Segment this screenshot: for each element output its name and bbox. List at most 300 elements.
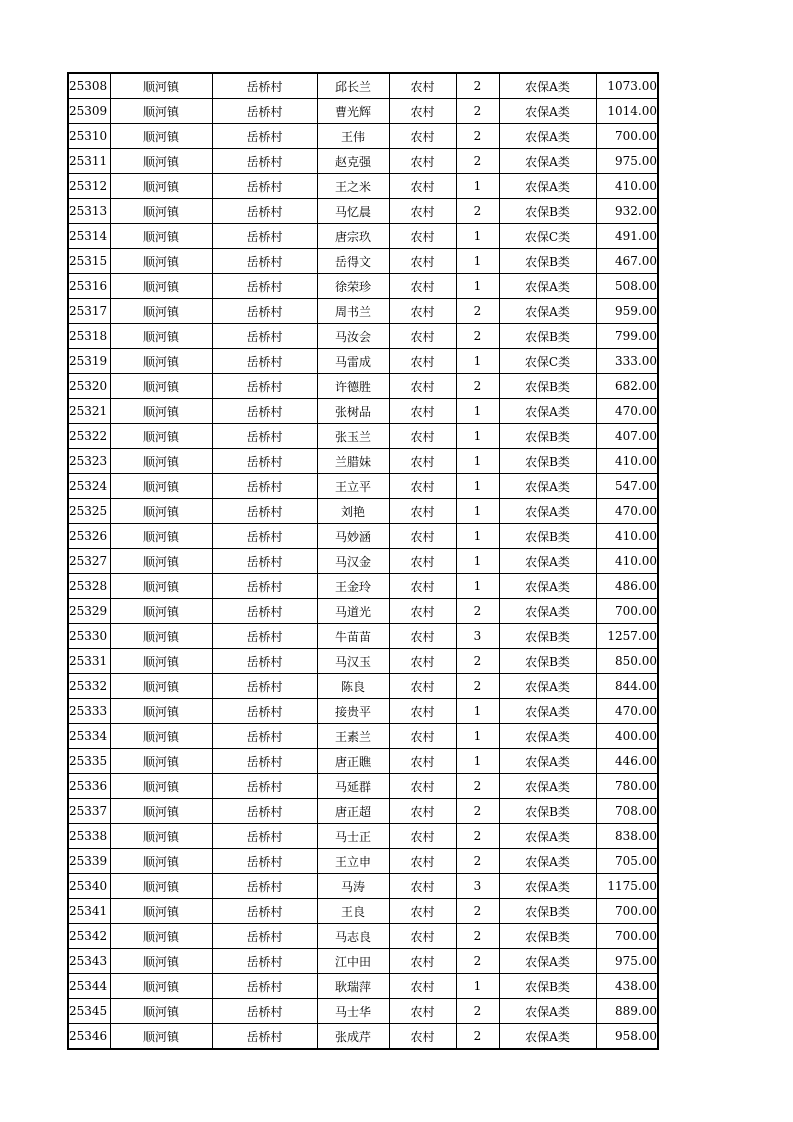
category-cell: 农保B类 (499, 449, 596, 474)
amount-cell: 407.00 (596, 424, 658, 449)
household-type-cell: 农村 (389, 849, 456, 874)
record-id: 25330 (68, 624, 110, 649)
category-cell: 农保B类 (499, 199, 596, 224)
town-cell: 顺河镇 (110, 249, 212, 274)
name-cell: 唐正超 (317, 799, 389, 824)
member-count-cell: 1 (456, 549, 499, 574)
table-row (68, 574, 658, 599)
record-id: 25341 (68, 899, 110, 924)
town-cell: 顺河镇 (110, 649, 212, 674)
amount-cell: 410.00 (596, 524, 658, 549)
member-count-cell: 2 (456, 774, 499, 799)
record-id: 25316 (68, 274, 110, 299)
household-type-cell: 农村 (389, 799, 456, 824)
table-row (68, 349, 658, 374)
name-cell: 张成芹 (317, 1024, 389, 1050)
amount-cell: 508.00 (596, 274, 658, 299)
amount-cell: 844.00 (596, 674, 658, 699)
town-cell: 顺河镇 (110, 73, 212, 99)
town-cell: 顺河镇 (110, 474, 212, 499)
village-cell: 岳桥村 (212, 399, 317, 424)
amount-cell: 780.00 (596, 774, 658, 799)
table-row (68, 274, 658, 299)
record-id: 25318 (68, 324, 110, 349)
household-type-cell: 农村 (389, 874, 456, 899)
member-count-cell: 2 (456, 674, 499, 699)
table-row (68, 399, 658, 424)
category-cell: 农保A类 (499, 774, 596, 799)
name-cell: 马忆晨 (317, 199, 389, 224)
name-cell: 曹光辉 (317, 99, 389, 124)
table-row (68, 924, 658, 949)
category-cell: 农保B类 (499, 424, 596, 449)
village-cell: 岳桥村 (212, 799, 317, 824)
table-row (68, 474, 658, 499)
category-cell: 农保A类 (499, 99, 596, 124)
category-cell: 农保A类 (499, 599, 596, 624)
member-count-cell: 1 (456, 424, 499, 449)
name-cell: 江中田 (317, 949, 389, 974)
category-cell: 农保A类 (499, 73, 596, 99)
table-row (68, 649, 658, 674)
table-row (68, 224, 658, 249)
member-count-cell: 1 (456, 974, 499, 999)
name-cell: 王伟 (317, 124, 389, 149)
category-cell: 农保C类 (499, 349, 596, 374)
category-cell: 农保B类 (499, 249, 596, 274)
amount-cell: 958.00 (596, 1024, 658, 1050)
category-cell: 农保B类 (499, 974, 596, 999)
household-type-cell: 农村 (389, 699, 456, 724)
category-cell: 农保A类 (499, 274, 596, 299)
amount-cell: 410.00 (596, 549, 658, 574)
category-cell: 农保C类 (499, 224, 596, 249)
table-row (68, 899, 658, 924)
category-cell: 农保B类 (499, 649, 596, 674)
assistance-table (67, 72, 659, 1050)
category-cell: 农保A类 (499, 674, 596, 699)
town-cell: 顺河镇 (110, 724, 212, 749)
member-count-cell: 1 (456, 174, 499, 199)
member-count-cell: 2 (456, 73, 499, 99)
town-cell: 顺河镇 (110, 99, 212, 124)
amount-cell: 410.00 (596, 174, 658, 199)
category-cell: 农保B类 (499, 524, 596, 549)
amount-cell: 333.00 (596, 349, 658, 374)
member-count-cell: 1 (456, 474, 499, 499)
table-row (68, 774, 658, 799)
town-cell: 顺河镇 (110, 899, 212, 924)
name-cell: 刘艳 (317, 499, 389, 524)
category-cell: 农保B类 (499, 624, 596, 649)
town-cell: 顺河镇 (110, 299, 212, 324)
village-cell: 岳桥村 (212, 674, 317, 699)
record-id: 25328 (68, 574, 110, 599)
town-cell: 顺河镇 (110, 849, 212, 874)
table-row (68, 499, 658, 524)
amount-cell: 700.00 (596, 599, 658, 624)
village-cell: 岳桥村 (212, 724, 317, 749)
category-cell: 农保A类 (499, 824, 596, 849)
amount-cell: 975.00 (596, 949, 658, 974)
category-cell: 农保A类 (499, 724, 596, 749)
record-id: 25317 (68, 299, 110, 324)
table-row (68, 624, 658, 649)
name-cell: 马志良 (317, 924, 389, 949)
town-cell: 顺河镇 (110, 424, 212, 449)
village-cell: 岳桥村 (212, 224, 317, 249)
village-cell: 岳桥村 (212, 574, 317, 599)
amount-cell: 682.00 (596, 374, 658, 399)
record-id: 25310 (68, 124, 110, 149)
village-cell: 岳桥村 (212, 624, 317, 649)
village-cell: 岳桥村 (212, 299, 317, 324)
amount-cell: 1175.00 (596, 874, 658, 899)
village-cell: 岳桥村 (212, 599, 317, 624)
village-cell: 岳桥村 (212, 249, 317, 274)
member-count-cell: 1 (456, 249, 499, 274)
member-count-cell: 2 (456, 124, 499, 149)
town-cell: 顺河镇 (110, 749, 212, 774)
town-cell: 顺河镇 (110, 674, 212, 699)
record-id: 25319 (68, 349, 110, 374)
village-cell: 岳桥村 (212, 499, 317, 524)
village-cell: 岳桥村 (212, 174, 317, 199)
record-id: 25329 (68, 599, 110, 624)
amount-cell: 705.00 (596, 849, 658, 874)
name-cell: 赵克强 (317, 149, 389, 174)
member-count-cell: 2 (456, 924, 499, 949)
name-cell: 周书兰 (317, 299, 389, 324)
member-count-cell: 2 (456, 374, 499, 399)
table-row (68, 999, 658, 1024)
name-cell: 王立申 (317, 849, 389, 874)
household-type-cell: 农村 (389, 674, 456, 699)
name-cell: 王之米 (317, 174, 389, 199)
name-cell: 王立平 (317, 474, 389, 499)
table-row (68, 199, 658, 224)
category-cell: 农保A类 (499, 849, 596, 874)
record-id: 25327 (68, 549, 110, 574)
record-id: 25326 (68, 524, 110, 549)
member-count-cell: 1 (456, 499, 499, 524)
member-count-cell: 2 (456, 1024, 499, 1050)
household-type-cell: 农村 (389, 649, 456, 674)
name-cell: 兰腊妹 (317, 449, 389, 474)
table-row (68, 749, 658, 774)
village-cell: 岳桥村 (212, 649, 317, 674)
table-body (68, 73, 658, 1049)
household-type-cell: 农村 (389, 824, 456, 849)
town-cell: 顺河镇 (110, 949, 212, 974)
record-id: 25332 (68, 674, 110, 699)
village-cell: 岳桥村 (212, 149, 317, 174)
household-type-cell: 农村 (389, 199, 456, 224)
table-row (68, 874, 658, 899)
table-row (68, 549, 658, 574)
record-id: 25340 (68, 874, 110, 899)
town-cell: 顺河镇 (110, 699, 212, 724)
household-type-cell: 农村 (389, 374, 456, 399)
name-cell: 张树品 (317, 399, 389, 424)
category-cell: 农保A类 (499, 749, 596, 774)
amount-cell: 708.00 (596, 799, 658, 824)
household-type-cell: 农村 (389, 524, 456, 549)
village-cell: 岳桥村 (212, 124, 317, 149)
category-cell: 农保A类 (499, 299, 596, 324)
record-id: 25337 (68, 799, 110, 824)
town-cell: 顺河镇 (110, 599, 212, 624)
village-cell: 岳桥村 (212, 99, 317, 124)
household-type-cell: 农村 (389, 174, 456, 199)
name-cell: 马汝会 (317, 324, 389, 349)
village-cell: 岳桥村 (212, 849, 317, 874)
member-count-cell: 2 (456, 199, 499, 224)
category-cell: 农保A类 (499, 499, 596, 524)
amount-cell: 889.00 (596, 999, 658, 1024)
household-type-cell: 农村 (389, 99, 456, 124)
town-cell: 顺河镇 (110, 799, 212, 824)
name-cell: 牛苗苗 (317, 624, 389, 649)
village-cell: 岳桥村 (212, 374, 317, 399)
household-type-cell: 农村 (389, 574, 456, 599)
household-type-cell: 农村 (389, 499, 456, 524)
name-cell: 马汉金 (317, 549, 389, 574)
household-type-cell: 农村 (389, 774, 456, 799)
table-row (68, 73, 658, 99)
household-type-cell: 农村 (389, 474, 456, 499)
category-cell: 农保A类 (499, 574, 596, 599)
category-cell: 农保B类 (499, 799, 596, 824)
category-cell: 农保B类 (499, 324, 596, 349)
table-row (68, 374, 658, 399)
amount-cell: 700.00 (596, 899, 658, 924)
household-type-cell: 农村 (389, 399, 456, 424)
record-id: 25315 (68, 249, 110, 274)
household-type-cell: 农村 (389, 899, 456, 924)
amount-cell: 470.00 (596, 399, 658, 424)
category-cell: 农保A类 (499, 124, 596, 149)
name-cell: 马雷成 (317, 349, 389, 374)
name-cell: 唐宗玖 (317, 224, 389, 249)
amount-cell: 470.00 (596, 699, 658, 724)
town-cell: 顺河镇 (110, 149, 212, 174)
category-cell: 农保A类 (499, 874, 596, 899)
table-row (68, 449, 658, 474)
member-count-cell: 1 (456, 224, 499, 249)
household-type-cell: 农村 (389, 599, 456, 624)
member-count-cell: 2 (456, 999, 499, 1024)
village-cell: 岳桥村 (212, 349, 317, 374)
village-cell: 岳桥村 (212, 949, 317, 974)
town-cell: 顺河镇 (110, 874, 212, 899)
town-cell: 顺河镇 (110, 624, 212, 649)
household-type-cell: 农村 (389, 1024, 456, 1050)
name-cell: 马妙涵 (317, 524, 389, 549)
amount-cell: 446.00 (596, 749, 658, 774)
name-cell: 王素兰 (317, 724, 389, 749)
record-id: 25325 (68, 499, 110, 524)
village-cell: 岳桥村 (212, 474, 317, 499)
name-cell: 马士正 (317, 824, 389, 849)
table-row (68, 424, 658, 449)
category-cell: 农保A类 (499, 999, 596, 1024)
member-count-cell: 2 (456, 899, 499, 924)
village-cell: 岳桥村 (212, 824, 317, 849)
household-type-cell: 农村 (389, 124, 456, 149)
member-count-cell: 3 (456, 624, 499, 649)
record-id: 25311 (68, 149, 110, 174)
household-type-cell: 农村 (389, 324, 456, 349)
amount-cell: 491.00 (596, 224, 658, 249)
table-row (68, 949, 658, 974)
town-cell: 顺河镇 (110, 449, 212, 474)
household-type-cell: 农村 (389, 974, 456, 999)
name-cell: 邱长兰 (317, 73, 389, 99)
village-cell: 岳桥村 (212, 524, 317, 549)
town-cell: 顺河镇 (110, 349, 212, 374)
household-type-cell: 农村 (389, 149, 456, 174)
village-cell: 岳桥村 (212, 549, 317, 574)
name-cell: 岳得文 (317, 249, 389, 274)
record-id: 25343 (68, 949, 110, 974)
town-cell: 顺河镇 (110, 199, 212, 224)
village-cell: 岳桥村 (212, 749, 317, 774)
record-id: 25333 (68, 699, 110, 724)
member-count-cell: 1 (456, 724, 499, 749)
household-type-cell: 农村 (389, 349, 456, 374)
village-cell: 岳桥村 (212, 324, 317, 349)
category-cell: 农保A类 (499, 1024, 596, 1050)
table-row (68, 599, 658, 624)
record-id: 25323 (68, 449, 110, 474)
member-count-cell: 2 (456, 849, 499, 874)
village-cell: 岳桥村 (212, 924, 317, 949)
category-cell: 农保A类 (499, 699, 596, 724)
household-type-cell: 农村 (389, 299, 456, 324)
member-count-cell: 1 (456, 699, 499, 724)
town-cell: 顺河镇 (110, 574, 212, 599)
village-cell: 岳桥村 (212, 274, 317, 299)
town-cell: 顺河镇 (110, 124, 212, 149)
amount-cell: 838.00 (596, 824, 658, 849)
village-cell: 岳桥村 (212, 699, 317, 724)
table-row (68, 99, 658, 124)
village-cell: 岳桥村 (212, 449, 317, 474)
household-type-cell: 农村 (389, 924, 456, 949)
household-type-cell: 农村 (389, 249, 456, 274)
amount-cell: 400.00 (596, 724, 658, 749)
record-id: 25309 (68, 99, 110, 124)
record-id: 25334 (68, 724, 110, 749)
name-cell: 唐正瞧 (317, 749, 389, 774)
category-cell: 农保A类 (499, 174, 596, 199)
town-cell: 顺河镇 (110, 1024, 212, 1050)
record-id: 25344 (68, 974, 110, 999)
amount-cell: 547.00 (596, 474, 658, 499)
table-row (68, 724, 658, 749)
household-type-cell: 农村 (389, 449, 456, 474)
record-id: 25320 (68, 374, 110, 399)
name-cell: 接贵平 (317, 699, 389, 724)
member-count-cell: 2 (456, 149, 499, 174)
category-cell: 农保A类 (499, 399, 596, 424)
amount-cell: 700.00 (596, 124, 658, 149)
household-type-cell: 农村 (389, 424, 456, 449)
household-type-cell: 农村 (389, 549, 456, 574)
town-cell: 顺河镇 (110, 174, 212, 199)
town-cell: 顺河镇 (110, 499, 212, 524)
table-row (68, 299, 658, 324)
amount-cell: 850.00 (596, 649, 658, 674)
name-cell: 徐荣珍 (317, 274, 389, 299)
amount-cell: 438.00 (596, 974, 658, 999)
name-cell: 马汉玉 (317, 649, 389, 674)
member-count-cell: 2 (456, 949, 499, 974)
town-cell: 顺河镇 (110, 224, 212, 249)
member-count-cell: 2 (456, 824, 499, 849)
member-count-cell: 2 (456, 99, 499, 124)
category-cell: 农保A类 (499, 474, 596, 499)
town-cell: 顺河镇 (110, 274, 212, 299)
record-id: 25336 (68, 774, 110, 799)
record-id: 25314 (68, 224, 110, 249)
category-cell: 农保A类 (499, 549, 596, 574)
record-id: 25339 (68, 849, 110, 874)
town-cell: 顺河镇 (110, 524, 212, 549)
town-cell: 顺河镇 (110, 374, 212, 399)
member-count-cell: 3 (456, 874, 499, 899)
village-cell: 岳桥村 (212, 73, 317, 99)
household-type-cell: 农村 (389, 999, 456, 1024)
table-row (68, 324, 658, 349)
village-cell: 岳桥村 (212, 974, 317, 999)
name-cell: 耿瑞萍 (317, 974, 389, 999)
table-row (68, 524, 658, 549)
name-cell: 马延群 (317, 774, 389, 799)
town-cell: 顺河镇 (110, 399, 212, 424)
record-id: 25324 (68, 474, 110, 499)
town-cell: 顺河镇 (110, 999, 212, 1024)
table-row (68, 124, 658, 149)
table-row (68, 849, 658, 874)
record-id: 25335 (68, 749, 110, 774)
name-cell: 陈良 (317, 674, 389, 699)
amount-cell: 467.00 (596, 249, 658, 274)
amount-cell: 1073.00 (596, 73, 658, 99)
record-id: 25345 (68, 999, 110, 1024)
town-cell: 顺河镇 (110, 974, 212, 999)
household-type-cell: 农村 (389, 73, 456, 99)
amount-cell: 1257.00 (596, 624, 658, 649)
category-cell: 农保B类 (499, 899, 596, 924)
member-count-cell: 1 (456, 749, 499, 774)
table-row (68, 974, 658, 999)
amount-cell: 410.00 (596, 449, 658, 474)
name-cell: 马涛 (317, 874, 389, 899)
member-count-cell: 1 (456, 524, 499, 549)
town-cell: 顺河镇 (110, 924, 212, 949)
amount-cell: 1014.00 (596, 99, 658, 124)
village-cell: 岳桥村 (212, 899, 317, 924)
member-count-cell: 1 (456, 399, 499, 424)
record-id: 25331 (68, 649, 110, 674)
record-id: 25346 (68, 1024, 110, 1050)
table-row (68, 249, 658, 274)
town-cell: 顺河镇 (110, 824, 212, 849)
amount-cell: 975.00 (596, 149, 658, 174)
record-id: 25308 (68, 73, 110, 99)
